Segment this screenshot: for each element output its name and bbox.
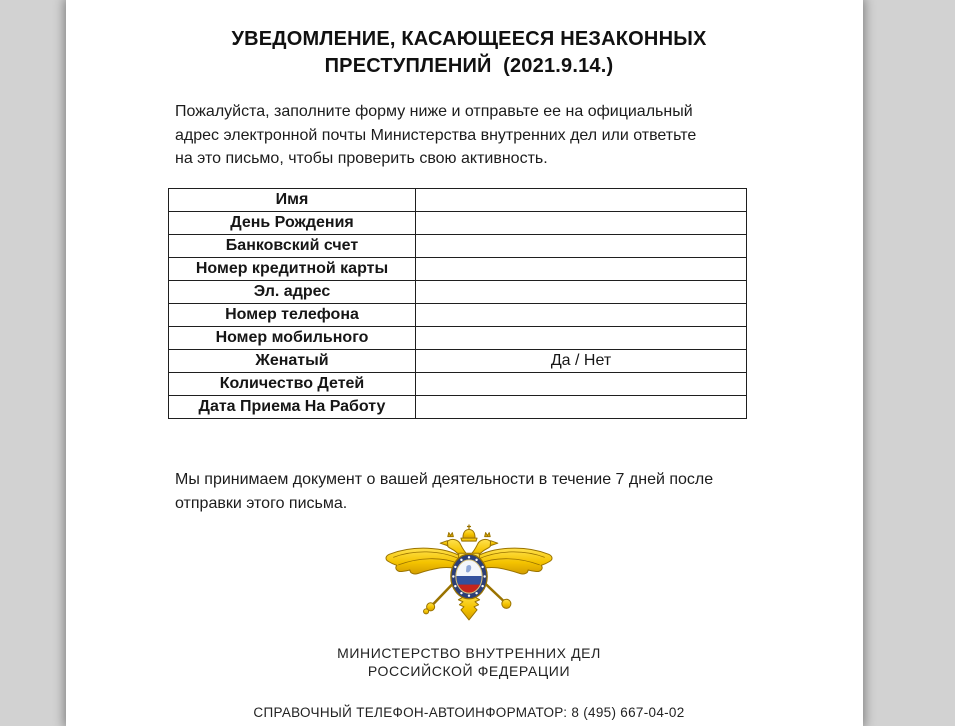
row-label-children: Количество Детей [169,372,416,395]
ministry-line: РОССИЙСКОЙ ФЕДЕРАЦИИ [367,662,571,679]
page-title-line: УВЕДОМЛЕНИЕ, КАСАЮЩЕЕСЯ НЕЗАКОННЫХ [231,28,707,50]
row-label-hire-date: Дата Приема На Работу [169,395,416,418]
page-title [175,26,763,80]
row-value-email [416,280,747,303]
table-row [169,211,747,234]
personal-data-form-table [168,188,747,419]
emblem-container [175,524,763,630]
document-page[interactable] [66,0,863,726]
row-value-name [416,188,747,211]
row-value-children [416,372,747,395]
row-label-phone: Номер телефона [169,303,416,326]
intro-line: Пожалуйста, заполните форму ниже и отправьте ее на официальный [175,103,693,120]
row-label-mobile: Номер мобильного [169,326,416,349]
row-label-birthday: День Рождения [169,211,416,234]
closing-paragraph [175,468,763,516]
document-content [66,26,863,720]
page-title-line: ПРЕСТУПЛЕНИЙ (2021.9.14.) [324,55,614,77]
table-row [169,326,747,349]
table-row [169,349,747,372]
row-value-bank-account [416,234,747,257]
row-value-mobile [416,326,747,349]
intro-paragraph [175,100,763,171]
table-row [169,234,747,257]
mvd-double-headed-eagle-icon [383,524,555,625]
table-row [169,280,747,303]
row-label-married: Женатый [169,349,416,372]
hotline-phone: СПРАВОЧНЫЙ ТЕЛЕФОН-АВТОИНФОРМАТОР: 8 (495) 667-04-02 [253,704,685,720]
row-label-email: Эл. адрес [169,280,416,303]
closing-line: Мы принимаем документ о вашей деятельности в течение 7 дней после [175,470,714,488]
table-row [169,303,747,326]
ministry-name [175,644,763,680]
intro-line: на это письмо, чтобы проверить свою активность. [175,150,548,167]
row-label-bank-account: Банковский счет [169,234,416,257]
row-label-credit-card: Номер кредитной карты [169,257,416,280]
ministry-line: МИНИСТЕРСТВО ВНУТРЕННИХ ДЕЛ [337,644,601,661]
table-row [169,188,747,211]
row-value-phone [416,303,747,326]
table-row [169,395,747,418]
row-value-credit-card [416,257,747,280]
intro-line: адрес электронной почты Министерства внутренних дел или ответьте [175,126,697,144]
row-value-hire-date [416,395,747,418]
closing-line: отправки этого письма. [175,494,348,512]
row-value-married: Да / Нет [416,349,747,372]
table-row [169,372,747,395]
row-value-birthday [416,211,747,234]
table-row [169,257,747,280]
row-label-name: Имя [169,188,416,211]
